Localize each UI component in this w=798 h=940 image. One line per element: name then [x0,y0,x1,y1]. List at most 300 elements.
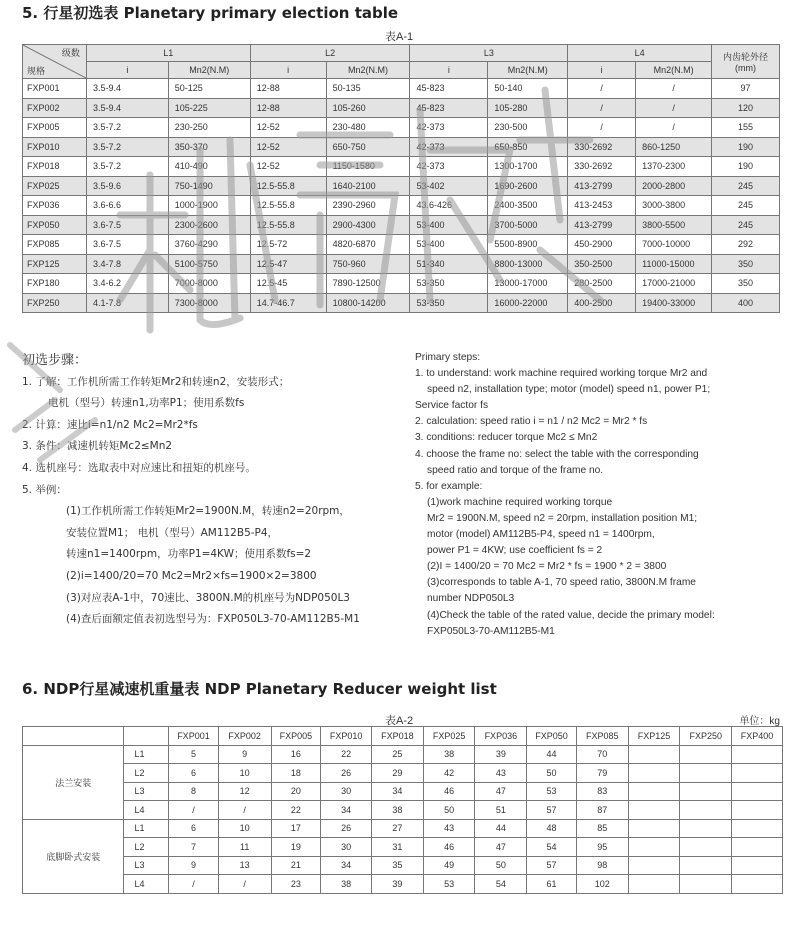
l3-torque-cell: 2400-3500 [488,196,568,216]
weight-cell: 30 [321,782,372,801]
l3-torque-cell: 650-850 [488,137,568,157]
weight-cell [680,838,732,857]
header-empty-cell [23,727,124,746]
column-header: FXP250 [680,727,732,746]
step-line: (1)工作机所需工作转矩Mr2=1900N.M，转速n2=20rpm， [66,505,350,518]
diameter-cell: 155 [712,118,780,138]
weight-cell: / [169,875,219,894]
diameter-header-line2: (mm) [735,63,757,73]
l1-ratio-cell: 3.5-7.2 [86,137,168,157]
steps-heading: 初选步骤： [22,353,88,368]
l4-ratio-cell: / [568,118,636,138]
header-empty-cell [124,727,169,746]
l3-ratio-cell: 53-350 [410,274,488,294]
l4-ratio-cell: 330-2692 [568,157,636,177]
planetary-primary-table [22,44,780,313]
weight-cell [732,875,783,894]
column-header: FXP005 [271,727,321,746]
l1-ratio-cell: 3.5-9.4 [86,98,168,118]
column-header: FXP018 [372,727,424,746]
weight-cell: 61 [527,875,577,894]
model-cell: FXP050 [23,215,87,235]
l4-ratio-cell: 413-2799 [568,215,636,235]
level-cell: L4 [124,875,169,894]
step-line: power P1 = 4KW; use coefficient fs = 2 [427,545,603,557]
l3-ratio-cell: 42-373 [410,157,488,177]
weight-cell: 43 [423,819,475,838]
weight-cell [732,856,783,875]
l2-torque-cell: 2900-4300 [326,215,410,235]
weight-cell [628,801,680,820]
step-line: Primary steps: [415,352,481,363]
table-row [23,838,783,857]
l4-torque-cell: 7000-10000 [636,235,712,255]
l3-torque-cell: 1690-2600 [488,176,568,196]
diameter-cell: 245 [712,215,780,235]
l3-torque-cell: 50-140 [488,79,568,99]
weight-cell: 11 [218,838,271,857]
table-row [23,801,783,820]
table-corner-header [23,45,87,79]
weight-cell [680,782,732,801]
weight-cell [628,819,680,838]
l4-torque-cell: 17000-21000 [636,274,712,294]
l2-torque-cell: 2390-2960 [326,196,410,216]
step-line: (4)查后面额定值表初选型号为：FXP050L3-70-AM112B5-M1 [66,613,360,626]
l3-ratio-cell: 53-400 [410,235,488,255]
weight-cell: 31 [372,838,424,857]
diameter-header-line1: 内齿轮外径 [723,52,769,62]
l4-torque-cell: / [636,79,712,99]
weight-cell: 39 [475,745,527,764]
l2-torque-cell: 7890-12500 [326,274,410,294]
weight-cell: 5 [169,745,219,764]
weight-cell: 34 [372,782,424,801]
weight-cell: / [218,801,271,820]
mounting-type-cell: 法兰安装 [23,745,124,819]
weight-cell [680,856,732,875]
l3-torque-cell: 1300-1700 [488,157,568,177]
step-line: 5. 举例： [22,483,67,496]
weight-unit-label: 单位：kg [739,716,780,727]
corner-spec-label: 规格 [27,66,46,76]
column-header: FXP010 [321,727,372,746]
weight-cell [628,745,680,764]
weight-cell: / [169,801,219,820]
step-line: (3)corresponds to table A-1, 70 speed ratio, 3800N.M frame [427,577,696,589]
column-header: FXP125 [628,727,680,746]
l4-torque-cell: / [636,118,712,138]
weight-cell: 13 [218,856,271,875]
weight-cell: 16 [271,745,321,764]
step-line: 2. 计算：速比i=n1/n2 Mc2=Mr2*fs [22,418,198,431]
level-cell: L1 [124,819,169,838]
weight-cell: 57 [527,856,577,875]
l3-ratio-cell: 53-350 [410,293,488,313]
model-cell: FXP001 [23,79,87,99]
weight-cell [628,764,680,783]
level-cell: L4 [124,801,169,820]
l3-torque-cell: 8800-13000 [488,254,568,274]
l1-torque-cell: 1000-1900 [168,196,250,216]
table-row [23,293,780,313]
weight-cell: 29 [372,764,424,783]
step-line: (1)work machine required working torque [427,496,613,508]
l4-ratio-cell: / [568,98,636,118]
weight-cell: 44 [475,819,527,838]
step-line: speed ratio and torque of the frame no. [427,464,604,476]
table-row [23,157,780,177]
diameter-cell: 350 [712,254,780,274]
l1-torque-cell: 410-490 [168,157,250,177]
diameter-cell: 292 [712,235,780,255]
weight-cell [628,856,680,875]
l3-ratio-cell: 45-823 [410,98,488,118]
weight-table-header-row [23,727,783,746]
column-header: FXP085 [576,727,628,746]
primary-steps-english [415,350,785,640]
section6-title: 6. NDP行星减速机重量表 NDP Planetary Reducer weight list [22,680,497,698]
weight-cell: 7 [169,838,219,857]
step-line: Mr2 = 1900N.M, speed n2 = 20rpm, installation position M1; [427,512,698,524]
step-line: 2. calculation: speed ratio i = n1 / n2 Mc2 = Mr2 * fs [415,416,648,428]
l2-ratio-cell: 12-52 [250,157,326,177]
l2-ratio-cell: 12.5-72 [250,235,326,255]
weight-cell: 25 [372,745,424,764]
step-line: 1. 了解：工作机所需工作转矩Mr2和转速n2，安装形式； [22,375,290,388]
weight-cell: 46 [423,782,475,801]
weight-cell: 53 [527,782,577,801]
l2-torque-cell: 1150-1580 [326,157,410,177]
weight-cell [732,838,783,857]
sub-header-mn2: Mn2(N.M) [488,62,568,79]
weight-cell: 70 [576,745,628,764]
diameter-cell: 190 [712,157,780,177]
primary-steps-chinese [22,350,412,631]
l1-torque-cell: 7300-8000 [168,293,250,313]
step-line: 5. for example: [415,480,483,492]
l1-ratio-cell: 3.4-6.2 [86,274,168,294]
l4-ratio-cell: 330-2692 [568,137,636,157]
weight-cell [628,875,680,894]
weight-cell: 27 [372,819,424,838]
l2-ratio-cell: 12.5-55.8 [250,215,326,235]
sub-header-i: i [86,62,168,79]
l4-ratio-cell: 350-2500 [568,254,636,274]
table-row [23,176,780,196]
l1-ratio-cell: 4.1-7.8 [86,293,168,313]
l1-torque-cell: 230-250 [168,118,250,138]
table-row [23,274,780,294]
model-cell: FXP005 [23,118,87,138]
weight-cell: 9 [218,745,271,764]
sub-header-mn2: Mn2(N.M) [326,62,410,79]
l4-ratio-cell: 450-2900 [568,235,636,255]
weight-cell [732,745,783,764]
level-cell: L3 [124,782,169,801]
weight-cell: 9 [169,856,219,875]
weight-cell: 19 [271,838,321,857]
weight-cell: 44 [527,745,577,764]
diameter-header [712,45,780,79]
step-line: (2)I = 1400/20 = 70 Mc2 = Mr2 * fs = 1900 * 2 = 3800 [427,561,667,573]
weight-cell [732,782,783,801]
l2-ratio-cell: 12.5-55.8 [250,196,326,216]
weight-cell: 17 [271,819,321,838]
weight-cell: 95 [576,838,628,857]
weight-cell: 34 [321,856,372,875]
weight-cell: 38 [372,801,424,820]
table-row [23,215,780,235]
weight-cell [732,764,783,783]
l1-ratio-cell: 3.5-9.4 [86,79,168,99]
weight-cell: 47 [475,782,527,801]
table-row [23,79,780,99]
l3-torque-cell: 3700-5000 [488,215,568,235]
weight-cell: 102 [576,875,628,894]
weight-cell: 49 [423,856,475,875]
l4-ratio-cell: 400-2500 [568,293,636,313]
weight-cell: 47 [475,838,527,857]
weight-cell: 54 [475,875,527,894]
l1-ratio-cell: 3.5-7.2 [86,118,168,138]
weight-cell: 35 [372,856,424,875]
planetary-table-body [23,79,780,313]
weight-cell: 53 [423,875,475,894]
weight-cell [680,819,732,838]
l2-torque-cell: 1640-2100 [326,176,410,196]
table-row [23,764,783,783]
model-cell: FXP085 [23,235,87,255]
l3-torque-cell: 16000-22000 [488,293,568,313]
l4-ratio-cell: 280-2500 [568,274,636,294]
l4-torque-cell: 860-1250 [636,137,712,157]
l1-torque-cell: 105-225 [168,98,250,118]
sub-header-i: i [250,62,326,79]
step-line: (4)Check the table of the rated value, decide the primary model: [427,609,715,621]
l1-torque-cell: 350-370 [168,137,250,157]
step-line: motor (model) AM112B5-P4, speed n1 = 1400rpm, [427,529,655,541]
sub-header-mn2: Mn2(N.M) [636,62,712,79]
l4-torque-cell: / [636,98,712,118]
model-cell: FXP250 [23,293,87,313]
table-row [23,235,780,255]
level-header-l4: L4 [568,45,712,62]
table-a1-caption: 表A-1 [385,31,414,43]
level-cell: L2 [124,764,169,783]
table-a2-caption: 表A-2 [385,715,414,727]
l2-ratio-cell: 14.7-46.7 [250,293,326,313]
l1-torque-cell: 50-125 [168,79,250,99]
level-cell: L3 [124,856,169,875]
l3-ratio-cell: 51-340 [410,254,488,274]
step-line: 1. to understand: work machine required working torque Mr2 and [415,368,708,380]
weight-cell: 12 [218,782,271,801]
diameter-cell: 120 [712,98,780,118]
model-cell: FXP036 [23,196,87,216]
weight-cell: 23 [271,875,321,894]
weight-cell: 22 [271,801,321,820]
sub-header-i: i [410,62,488,79]
l1-torque-cell: 2300-2600 [168,215,250,235]
l2-ratio-cell: 12-52 [250,118,326,138]
l3-ratio-cell: 53-400 [410,215,488,235]
l2-ratio-cell: 12-52 [250,137,326,157]
l1-ratio-cell: 3.6-7.5 [86,215,168,235]
diameter-cell: 245 [712,176,780,196]
step-line: (3)对应表A-1中，70速比、3800N.M的机座号为NDP050L3 [66,591,350,604]
l1-ratio-cell: 3.6-7.5 [86,235,168,255]
step-line: Service factor fs [415,400,489,412]
l2-torque-cell: 230-480 [326,118,410,138]
weight-cell: 6 [169,819,219,838]
l2-ratio-cell: 12-88 [250,98,326,118]
column-header: FXP025 [423,727,475,746]
weight-cell: 50 [527,764,577,783]
l3-torque-cell: 230-500 [488,118,568,138]
table-row [23,196,780,216]
weight-cell: 22 [321,745,372,764]
weight-cell: 20 [271,782,321,801]
l1-ratio-cell: 3.6-6.6 [86,196,168,216]
l4-torque-cell: 19400-33000 [636,293,712,313]
l4-torque-cell: 2000-2800 [636,176,712,196]
l4-ratio-cell: 413-2799 [568,176,636,196]
weight-cell: 21 [271,856,321,875]
step-line: 3. 条件：减速机转矩Mc2≤Mn2 [22,440,173,453]
weight-cell: 42 [423,764,475,783]
l3-torque-cell: 5500-8900 [488,235,568,255]
weight-table-body [23,745,783,893]
weight-cell: 54 [527,838,577,857]
weight-cell: 39 [372,875,424,894]
column-header: FXP001 [169,727,219,746]
l4-ratio-cell: 413-2453 [568,196,636,216]
model-cell: FXP010 [23,137,87,157]
l2-torque-cell: 4820-6870 [326,235,410,255]
l2-ratio-cell: 12.5-45 [250,274,326,294]
l3-ratio-cell: 42-373 [410,118,488,138]
weight-cell: 51 [475,801,527,820]
table-row [23,782,783,801]
weight-cell [732,801,783,820]
weight-cell [732,819,783,838]
level-header-l3: L3 [410,45,568,62]
weight-cell: 46 [423,838,475,857]
step-line: number NDP050L3 [427,593,515,605]
l4-ratio-cell: / [568,79,636,99]
weight-cell [628,782,680,801]
step-line: speed n2, installation type; motor (model) speed n1, power P1; [427,384,711,396]
l2-torque-cell: 50-135 [326,79,410,99]
weight-cell: 57 [527,801,577,820]
weight-cell [680,745,732,764]
step-line: (2)i=1400/20=70 Mc2=Mr2×fs=1900×2=3800 [66,569,317,582]
weight-cell [628,838,680,857]
l4-torque-cell: 1370-2300 [636,157,712,177]
table-row [23,254,780,274]
l1-ratio-cell: 3.5-9.6 [86,176,168,196]
model-cell: FXP018 [23,157,87,177]
weight-cell: 38 [321,875,372,894]
diameter-cell: 190 [712,137,780,157]
l1-torque-cell: 3760-4290 [168,235,250,255]
l3-ratio-cell: 43.6-426 [410,196,488,216]
weight-cell: 6 [169,764,219,783]
diameter-cell: 245 [712,196,780,216]
l1-torque-cell: 750-1490 [168,176,250,196]
model-cell: FXP125 [23,254,87,274]
l2-torque-cell: 10800-14200 [326,293,410,313]
table-row [23,98,780,118]
weight-cell: 26 [321,764,372,783]
table-row [23,118,780,138]
step-line: 转速n1=1400rpm，功率P1=4KW；使用系数fs=2 [66,548,312,561]
weight-cell [680,801,732,820]
step-line: 4. 选机座号：选取表中对应速比和扭矩的机座号。 [22,461,256,474]
diameter-cell: 97 [712,79,780,99]
table-row [23,745,783,764]
section5-title: 5. 行星初选表 Planetary primary election table [22,4,399,22]
table-row [23,875,783,894]
weight-cell: 38 [423,745,475,764]
weight-cell: 43 [475,764,527,783]
mounting-type-cell: 底脚卧式安装 [23,819,124,893]
step-line: 电机（型号）转速n1,功率P1；使用系数fs [48,397,245,410]
l4-torque-cell: 11000-15000 [636,254,712,274]
model-cell: FXP180 [23,274,87,294]
column-header: FXP036 [475,727,527,746]
table-row [23,856,783,875]
weight-cell: 98 [576,856,628,875]
l2-ratio-cell: 12.5-47 [250,254,326,274]
weight-cell [680,764,732,783]
weight-cell: 18 [271,764,321,783]
l1-torque-cell: 5100-5750 [168,254,250,274]
l1-ratio-cell: 3.4-7.8 [86,254,168,274]
weight-cell: 83 [576,782,628,801]
l2-ratio-cell: 12.5-55.8 [250,176,326,196]
level-cell: L1 [124,745,169,764]
step-line: FXP050L3-70-AM112B5-M1 [427,625,555,637]
weight-cell: 8 [169,782,219,801]
weight-list-table [22,726,783,894]
step-line: 3. conditions: reducer torque Mc2 ≤ Mn2 [415,432,598,444]
level-header-l2: L2 [250,45,410,62]
l2-torque-cell: 650-750 [326,137,410,157]
weight-cell: 10 [218,819,271,838]
step-line: 4. choose the frame no: select the table with the corresponding [415,448,699,460]
weight-cell: 30 [321,838,372,857]
diameter-cell: 400 [712,293,780,313]
model-cell: FXP025 [23,176,87,196]
weight-cell: 79 [576,764,628,783]
weight-cell: 26 [321,819,372,838]
step-line: 安装位置M1； 电机（型号）AM112B5-P4， [66,526,279,539]
l3-torque-cell: 105-280 [488,98,568,118]
l2-torque-cell: 750-960 [326,254,410,274]
l3-ratio-cell: 53-402 [410,176,488,196]
level-header-l1: L1 [86,45,250,62]
l4-torque-cell: 3000-3800 [636,196,712,216]
weight-cell: / [218,875,271,894]
l3-torque-cell: 13000-17000 [488,274,568,294]
corner-levels-label: 级数 [61,48,80,58]
column-header: FXP400 [732,727,783,746]
weight-cell: 48 [527,819,577,838]
table-row [23,819,783,838]
weight-cell: 87 [576,801,628,820]
